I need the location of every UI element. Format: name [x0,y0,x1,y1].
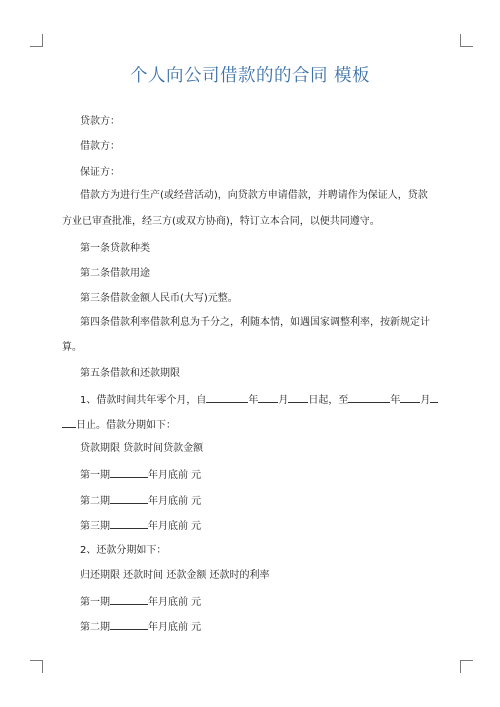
blank-underline [288,392,308,403]
loan-row-suffix: 年月底前 元 [148,521,202,532]
blank-underline [110,518,148,529]
repay-row-suffix: 年月底前 元 [148,597,202,608]
repay-row [80,594,201,610]
loan-row-label: 第一期 [80,470,110,481]
blank-underline [430,392,438,403]
loan-row-label: 第二期 [80,496,110,507]
crop-mark-bottom-left [30,660,43,673]
intro-paragraph-line-1: 借款方为进行生产(或经营活动)，向贷款方申请借款，并聘请作为保证人，贷款 [80,190,428,201]
loan-row [80,467,201,483]
article-4-line-1: 第四条借款利率借款利息为千分之，利随本情，如遇国家调整利率，按新规定计 [80,317,430,328]
blank-underline [62,417,76,428]
crop-mark-top-left [30,34,43,47]
item-2: 2、还款分期如下： [80,545,167,556]
repay-row-suffix: 年月底前 元 [148,622,202,633]
loan-table-header: 贷款期限 贷款时间贷款金额 [80,443,204,454]
intro-paragraph-line-2: 方业已审查批准，经三方(或双方协商)，特订立本合同，以便共同遵守。 [62,216,380,227]
blank-underline [110,493,148,504]
item-1-text-g: 日止。借款分期如下： [76,420,176,431]
item-1-text-a: 1、借款时间共年零个月，自 [80,395,207,406]
crop-mark-top-right [460,34,473,47]
item-1-text-e: 年 [390,395,401,406]
loan-row-suffix: 年月底前 元 [148,496,202,507]
repay-row-label: 第二期 [80,622,110,633]
repay-row [80,619,201,635]
blank-underline [206,392,248,403]
item-1-text-c: 月 [278,395,289,406]
loan-row [80,493,201,509]
guarantor-line: 保证方： [80,167,120,178]
blank-underline [110,467,148,478]
article-4-line-2: 算。 [62,342,82,353]
article-3: 第三条借款金额人民币(大写)元整。 [80,293,238,304]
blank-underline [258,392,278,403]
borrower-line: 借款方： [80,141,120,152]
document-title: 个人向公司借款的的合同 模板 [129,66,371,86]
blank-underline [400,392,420,403]
repay-table-header: 归还期限 还款时间 还款金额 还款时的利率 [80,570,270,581]
blank-underline [110,594,148,605]
article-2: 第二条借款用途 [80,268,150,279]
item-1-text-f: 月 [420,395,431,406]
loan-row-suffix: 年月底前 元 [148,470,202,481]
article-1: 第一条贷款种类 [80,243,150,254]
lender-line: 贷款方： [80,116,120,127]
item-1-text-b: 年 [248,395,259,406]
blank-underline [348,392,390,403]
item-1-line-2 [62,417,176,433]
repay-row-label: 第一期 [80,597,110,608]
loan-row-label: 第三期 [80,521,110,532]
crop-mark-bottom-right [460,660,473,673]
item-1-line-1 [80,392,438,408]
loan-row [80,518,201,534]
item-1-text-d: 日起，至 [308,395,349,406]
article-5: 第五条借款和还款期限 [80,368,180,379]
blank-underline [110,619,148,630]
